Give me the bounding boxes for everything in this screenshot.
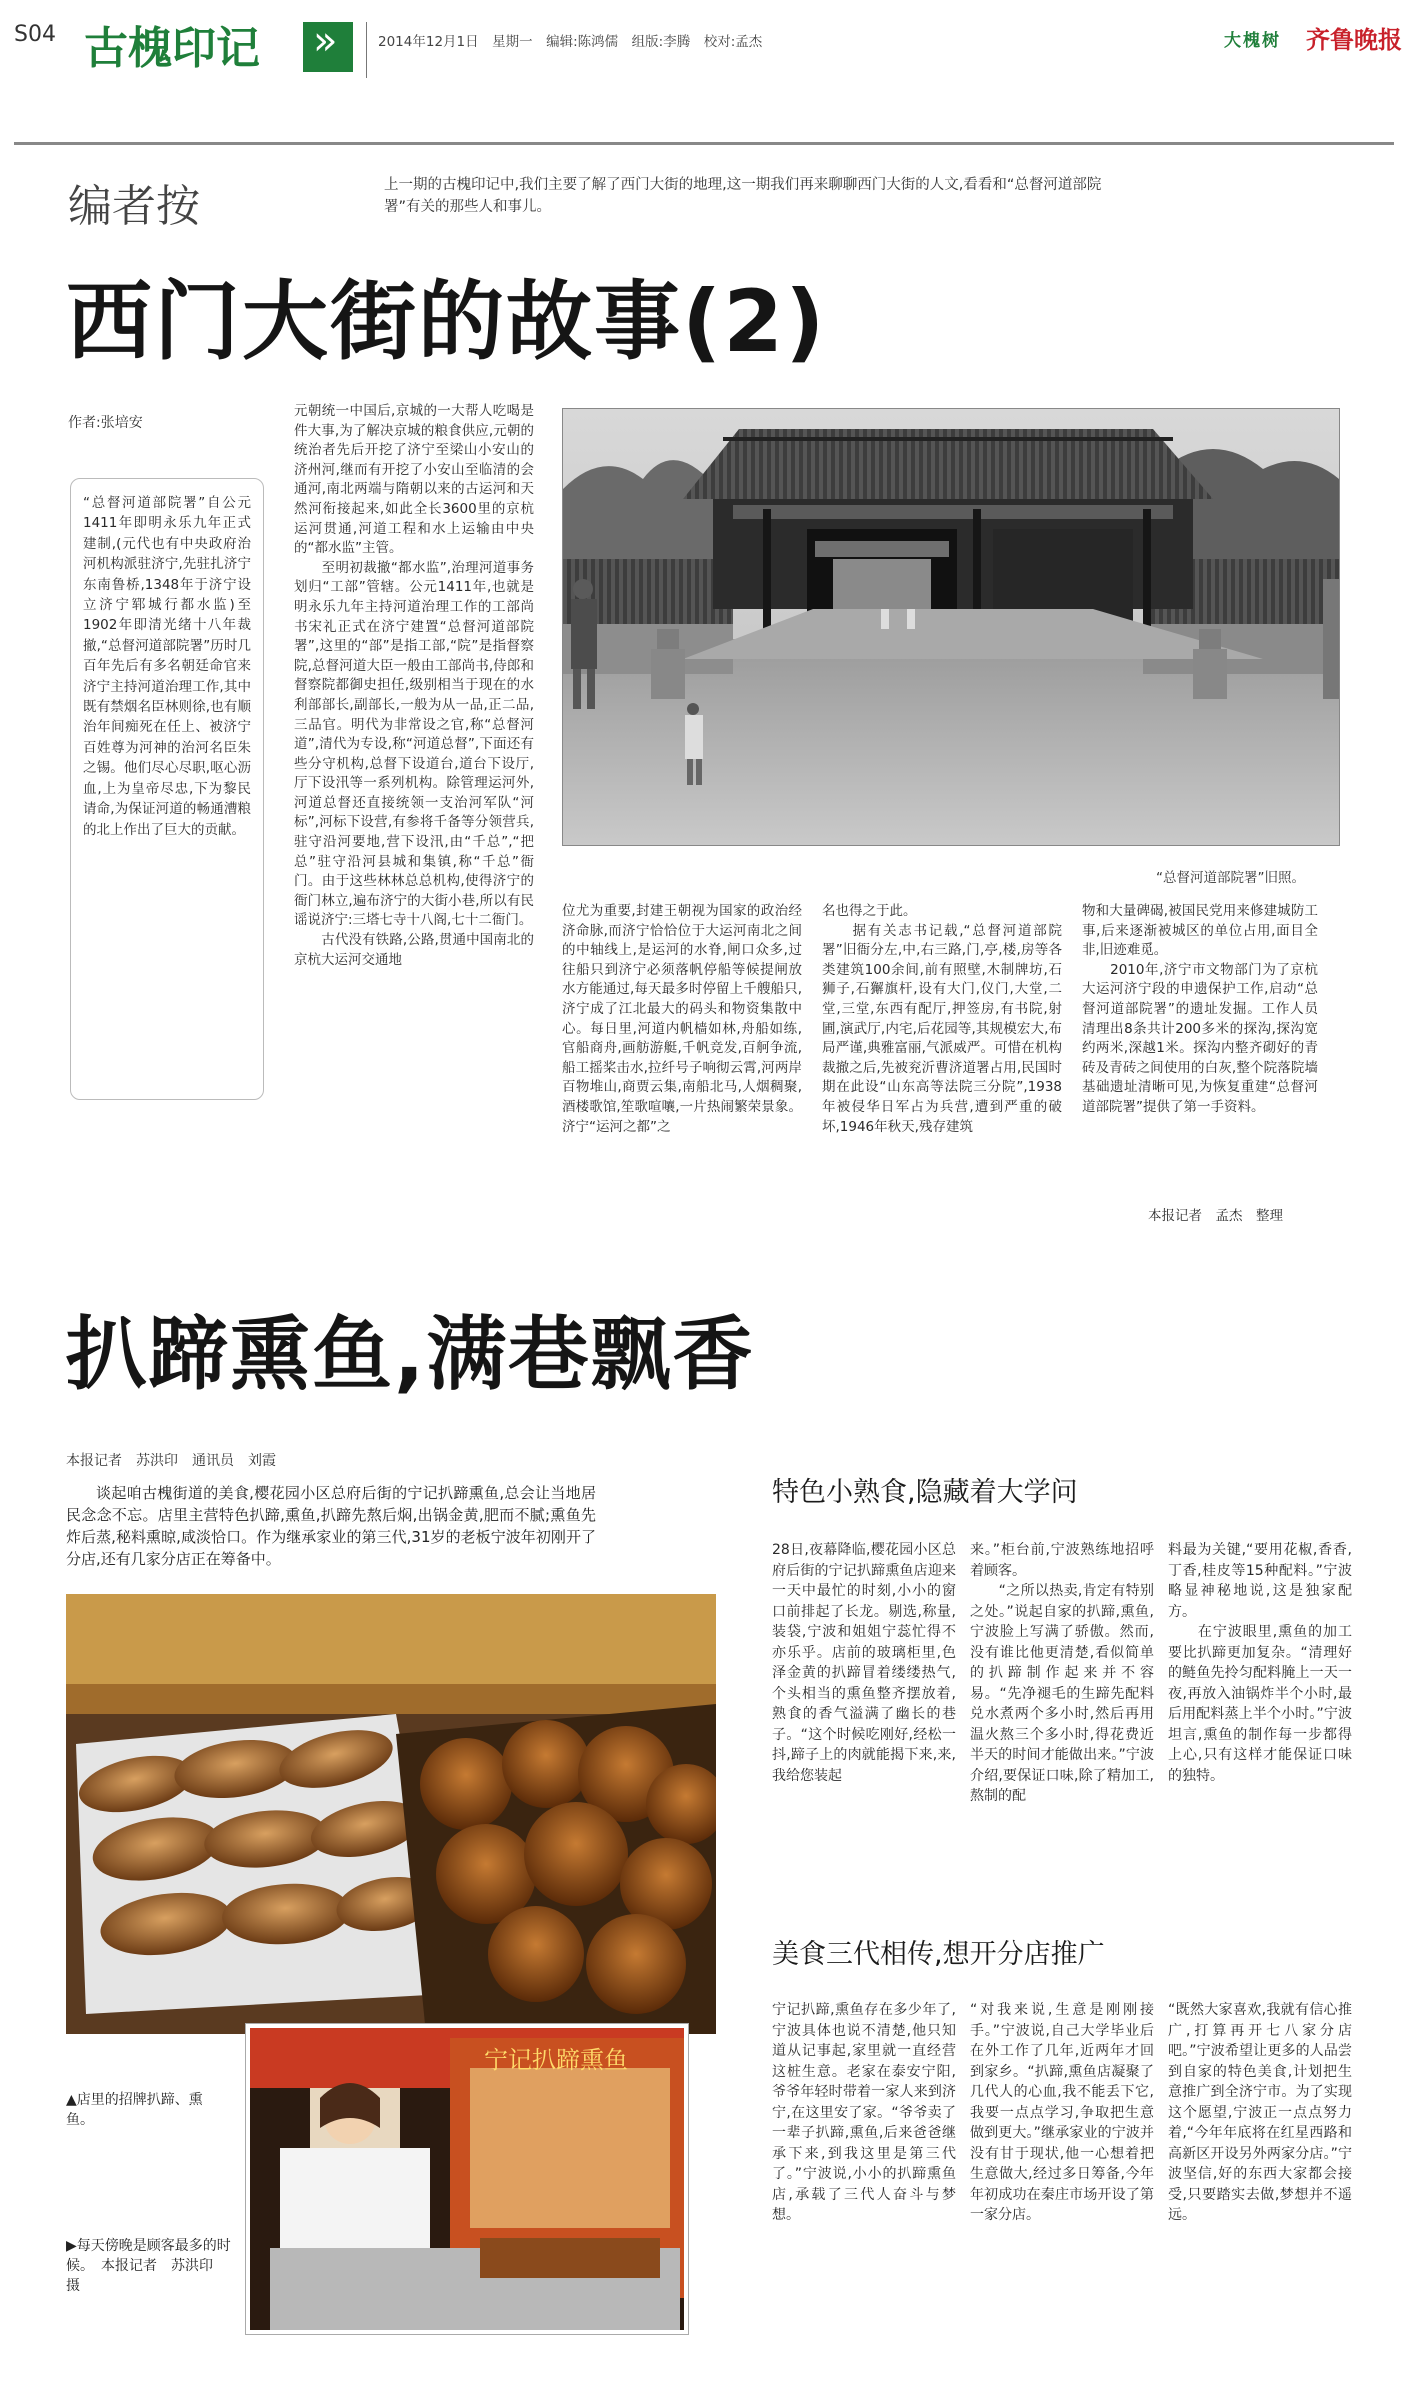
food-photo-caption: ▲店里的招牌扒蹄、熏鱼。: [66, 2092, 203, 2128]
editor-note-label: 编者按: [68, 181, 200, 232]
sub1-col2: 来。”柜台前,宁波熟练地招呼着顾客。 “之所以热卖,肯定有特别之处。”说起自家的扒蹄,熏鱼,宁波脸上写满了骄傲。然而,没有谁比他更清楚,看似简单的扒蹄制作起来并不容易。“先净褪毛的生蹄先配料兑水煮两个多小时,然后再用温火熬三个多小时,得花费近半天的时间才能做出来。”宁波介绍,要保证口味,除了精加工,熬制的配: [970, 1542, 1154, 1804]
sub2-col3: “既然大家喜欢,我就有信心推广,打算再开七八家分店吧。”宁波希望让更多的人品尝到自家的特色美食,计划把生意推广到全济宁市。为了实现这个愿望,宁波正一点点努力着,“今年年底将在红星西路和高新区开设另外两家分店。”宁波坚信,好的东西大家都会接受,只要踏实去做,梦想并不遥远。: [1168, 2002, 1352, 2223]
governor-office-photo: [562, 408, 1340, 846]
page-number: S04: [14, 22, 56, 47]
photo1-caption: “总督河道部院署”旧照。: [1156, 870, 1305, 886]
shop-photo-caption: ▶每天傍晚是顾客最多的时候。 本报记者 苏洪印 摄: [66, 2238, 231, 2294]
subheading-1: 特色小熟食,隐藏着大学问: [772, 1477, 1078, 1508]
newspaper-logo: 齐鲁晚报: [1306, 25, 1402, 54]
article1-col1: 元朝统一中国后,京城的一大帮人吃喝是件大事,为了解决京城的粮食供应,元朝的统治者先后开挖了济宁至梁山小安山的济州河,继而有开挖了小安山至临清的会通河,南北两端与隋朝以来的古运河和天然河衔接起来,如此全长3600里的京杭运河贯通,河道工程和水上运输由中央的“都水监”主管。 至明初裁撤“都水监”,治理河道事务划归“工部”管辖。公元1411年,也就是明永乐九年主持河道治理工作的工部尚书宋礼正式在济宁建置“总督河道部院署”,这里的“部”是指工部,“院”是指督察院,总督河道大臣一般由工部尚书,侍郎和督察院都御史担任,级别相当于现在的水利部部长,副部长,一般为从一品,正二品,三品官。明代为非常设之官,称“总督河道”,清代为专设,称“河道总督”,下面还有些分守机构,总督下设道台,道台下设厅,厅下设汛等一系列机构。除管理运河外,河道总督还直接统领一支治河军队“河标”,河标下设营,有参将千备等分领营兵,驻守沿河要地,营下设汛,由“千总”,“把总”驻守沿河县城和集镇,称“千总”衙门。由于这些林林总总机构,使得济宁的衙门林立,遍布济宁的大街小巷,所以有民谣说济宁:三塔七寺十八阁,七十二衙门。 古代没有铁路,公路,贯通中国南北的京杭大运河交通地: [294, 403, 534, 968]
sub1-col1: 28日,夜幕降临,樱花园小区总府后街的宁记扒蹄熏鱼店迎来一天中最忙的时刻,小小的窗口前排起了长龙。剔选,称量,装袋,宁波和姐姐宁蕊忙得不亦乐乎。店前的玻璃柜里,色泽金黄的扒蹄冒着缕缕热气,个头相当的熏鱼整齐摆放着,熟食的香气溢满了幽长的巷子。“这个时候吃刚好,经松一抖,蹄子上的肉就能揭下来,来,我给您装起: [772, 1542, 956, 1784]
shop-sign-text: 宁记扒蹄熏鱼: [484, 2046, 628, 2074]
sub2-col2: “对我来说,生意是刚刚接手。”宁波说,自己大学毕业后在外工作了几年,近两年才回到家乡。“扒蹄,熏鱼店凝聚了几代人的心血,我不能丢下它,我要一点点学习,争取把生意做到更大。”继承家业的宁波并没有甘于现状,他一心想着把生意做大,经过多日筹备,今年年初成功在秦庄市场开设了第一家分店。: [970, 2002, 1154, 2223]
article1-col4: 物和大量碑碣,被国民党用来修建城防工事,后来逐渐被城区的单位占用,面目全非,旧迹难觅。 2010年,济宁市文物部门为了京杭大运河济宁段的申遗保护工作,启动“总督河道部院署”的遗址发掘。工作人员清理出8条共计200多米的探沟,探沟宽约两米,深越1米。探沟内整齐砌好的青砖及青砖之间使用的白灰,整个院落院墙基础遗址清晰可见,为恢复重建“总督河道部院署”提供了第一手资料。: [1082, 903, 1318, 1115]
article1-sidebar: “总督河道部院署”自公元1411年即明永乐九年正式建制,(元代也有中央政府治河机构派驻济宁,先驻扎济宁东南鲁桥,1348年于济宁设立济宁郓城行都水监)至1902年即清光绪十八年裁撤,“总督河道部院署”历时几百年先后有多名朝廷命官来济宁主持河道治理工作,其中既有禁烟名臣林则徐,也有顺治年间痴死在任上、被济宁百姓尊为河神的治河名臣朱之锡。他们尽心尽职,呕心沥血,上为皇帝尽忠,下为黎民请命,为保证河道的畅通漕粮的北上作出了巨大的贡献。: [70, 478, 264, 1100]
section-title: 古槐印记: [84, 23, 260, 74]
article2-lead: 谈起咱古槐街道的美食,樱花园小区总府后街的宁记扒蹄熏鱼,总会让当地居民念念不忘。店里主营特色扒蹄,熏鱼,扒蹄先熬后焖,出锅金黄,肥而不腻;熏鱼先炸后蒸,秘料熏晾,咸淡恰口。作为继承家业的第三代,31岁的老板宁波年初刚开了分店,还有几家分店正在筹备中。: [66, 1484, 596, 1568]
header-rule: [14, 142, 1394, 145]
editor-note-text: 上一期的古槐印记中,我们主要了解了西门大街的地理,这一期我们再来聊聊西门大街的人文,看看和“总督河道部院署”有关的那些人和事儿。: [384, 177, 1102, 215]
article1-col2: 位尤为重要,封建王朝视为国家的政治经济命脉,而济宁恰恰位于大运河南北之间的中轴线上,是运河的水脊,闸口众多,过往船只到济宁必须落帆停船等候提闸放水方能通过,每天最多时停留上千艘船只,济宁成了江北最大的码头和物资集散中心。每日里,河道内帆樯如林,舟船如练,官船商舟,画舫游艇,千帆竞发,百舸争流,船工摇桨击水,拉纤号子响彻云霄,河两岸百物堆山,商贾云集,南船北马,人烟稠聚,酒楼歌馆,笙歌喧嚷,一片热闹繁荣景象。济宁“运河之都”之: [562, 903, 802, 1135]
article1-headline: 西门大街的故事(2): [66, 272, 827, 372]
sub2-col1: 宁记扒蹄,熏鱼存在多少年了,宁波具体也说不清楚,他只知道从记事起,家里就一直经营这桩生意。老家在泰安宁阳,爷爷年轻时带着一家人来到济宁,在这里安了家。“爷爷卖了一辈子扒蹄,熏鱼,后来爸爸继承下来,到我这里是第三代了。”宁波说,小小的扒蹄熏鱼店,承载了三代人奋斗与梦想。: [772, 2002, 956, 2223]
shop-window-photo: [246, 2024, 688, 2334]
brand-daihuaishu: 大槐树: [1224, 31, 1281, 51]
article1-credit: 本报记者 孟杰 整理: [1148, 1208, 1283, 1224]
food-display-photo: [66, 1594, 716, 2034]
header-divider: [366, 22, 367, 78]
subheading-2: 美食三代相传,想开分店推广: [772, 1939, 1105, 1970]
article1-byline: 作者:张培安: [68, 415, 143, 431]
article2-byline: 本报记者 苏洪印 通讯员 刘霞: [66, 1453, 276, 1469]
sub1-col3: 料最为关键,“要用花椒,香香,丁香,桂皮等15种配料。”宁波略显神秘地说,这是独家配方。 在宁波眼里,熏鱼的加工要比扒蹄更加复杂。“清理好的鲢鱼先拎匀配料腌上一天一夜,再放入油锅炸半个小时,最后用配料蒸上半个小时。”宁波坦言,熏鱼的制作每一步都得上心,只有这样才能保证口味的独特。: [1168, 1542, 1352, 1784]
article1-col3: 名也得之于此。 据有关志书记载,“总督河道部院署”旧衙分左,中,右三路,门,亭,楼,房等各类建筑100余间,前有照壁,木制牌坊,石狮子,石獬旗杆,设有大门,仪门,大堂,二堂,三堂,东西有配厅,押签房,有书院,射圃,演武厅,内宅,后花园等,其规模宏大,布局严谨,典雅富丽,气派威严。可惜在机构裁撤之后,先被兖沂曹济道署占用,民国时期在此设“山东高等法院三分院”,1938年被侵华日军占为兵营,遭到严重的破坏,1946年秋天,残存建筑: [822, 903, 1062, 1135]
issue-meta: 2014年12月1日 星期一 编辑:陈鸿儒 组版:李腾 校对:孟杰: [378, 34, 763, 50]
chevron-right-icon: [303, 22, 353, 72]
article2-headline: 扒蹄熏鱼,满巷飘香: [66, 1308, 755, 1401]
